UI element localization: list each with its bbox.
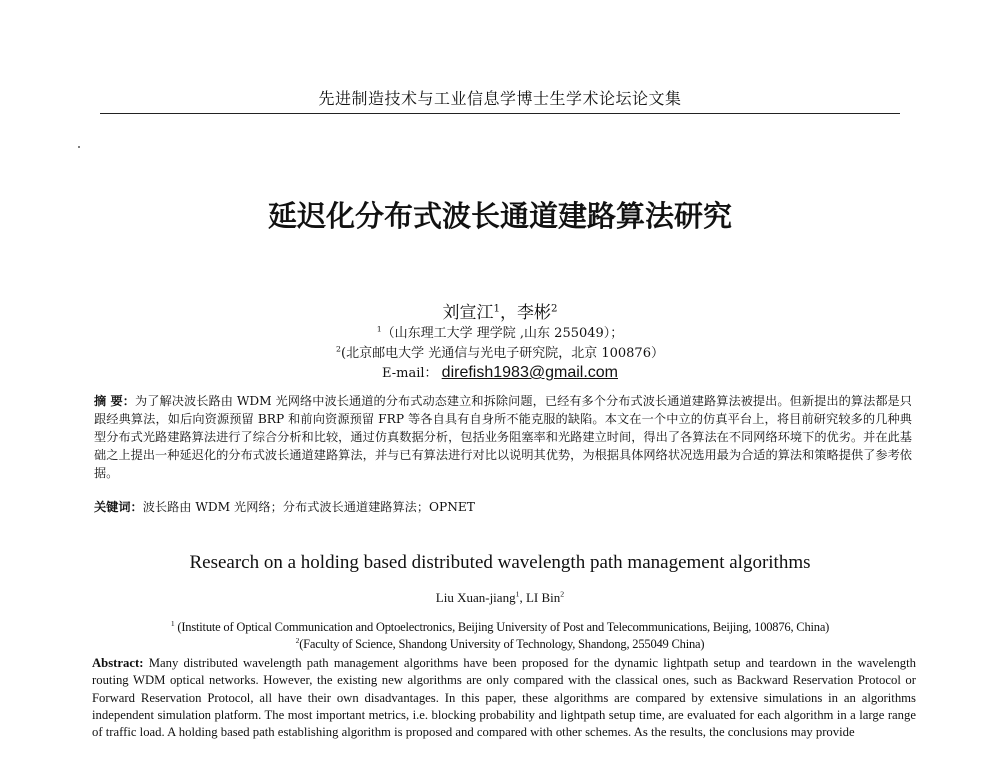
author-li-cn: 李彬 <box>517 303 551 323</box>
author-separator-cn: ， <box>500 303 517 323</box>
author-liu-cn: 刘宣江 <box>442 303 494 323</box>
keywords-chinese <box>94 498 912 516</box>
authors-chinese <box>100 298 900 323</box>
abstract-en-label: Abstract: <box>92 656 144 670</box>
header-rule <box>100 113 900 114</box>
author-separator-en: , <box>519 590 526 605</box>
affiliation-cn-1 <box>100 322 900 341</box>
author-li-en: LI Bin <box>525 590 561 605</box>
affiliation-cn-2-mark: 2 <box>336 344 341 354</box>
scan-speck <box>78 146 80 148</box>
keywords-cn-text: 波长路由 WDM 光网络；分布式波长通道建路算法；OPNET <box>142 500 475 514</box>
author-liu-cn-mark: 1 <box>493 303 500 315</box>
keywords-cn-label: 关键词： <box>94 500 143 514</box>
affiliation-cn-2-text: (北京邮电大学 光通信与光电子研究院，北京 100876） <box>341 346 664 361</box>
author-li-en-mark: 2 <box>560 589 565 599</box>
email-line <box>100 362 900 382</box>
abstract-cn-label: 摘 要： <box>94 394 136 408</box>
affiliation-cn-1-mark: 1 <box>376 324 382 334</box>
paper-title-chinese: 延迟化分布式波长通道建路算法研究 <box>267 199 732 233</box>
authors-english <box>100 590 900 606</box>
paper-title-english: Research on a holding based distributed wavelength path management algorithms <box>189 552 811 573</box>
affiliation-en-1-text: (Institute of Optical Communication and Optoelectronics, Beijing University of Post and Telecommunications, Beijing, 100876, China) <box>177 620 830 634</box>
abstract-chinese <box>94 392 912 482</box>
affiliation-cn-1-text: （山东理工大学 理学院 ,山东 255049）； <box>381 326 624 341</box>
running-header: 先进制造技术与工业信息学博士生学术论坛论文集 <box>318 89 682 108</box>
abstract-cn-text: 为了解决波长路由 WDM 光网络中波长通道的分布式动态建立和拆除问题，已经有多个分布式波长通道建路算法被提出。但新提出的算法都是只跟经典算法，如后向资源预留 BRP 和前向资源预留 FRP 等各自具有自身所不能克服的缺陷。本文在一个中立的仿真平台上，将目前研究较多的几种典型分布式光路建路算法进行了综合分析和比较，通过仿真数据分析，包括业务阻塞率和光路建立时间，得出了各算法在不同网络环境下的优劣。并在此基础之上提出一种延迟化的分布式波长通道建路算法，并与已有算法进行对比以说明其优势，为根据具体网络状况选用最为合适的算法和策略提供了参考依据。 <box>94 394 912 480</box>
author-liu-en-mark: 1 <box>515 589 520 599</box>
abstract-en-text: Many distributed wavelength path management algorithms have been proposed for the dynamic lightpath setup and teardown in the wavelength routing WDM optical networks. However, the existing new algorithms are only compared with the classical ones, such as Backward Reservation Protocol or Forward Reservation Protocol, all have their own disadvantages. In this paper, these algorithms are compared by extensive simulations in an algorithms independent simulation platform. The most important metrics, i.e. blocking probability and lightpath setup time, are evaluated for each algorithm in a large range of traffic load. A holding based path establishing algorithm is proposed and compared with other schemes. As the results, the conclusions may provide <box>92 656 916 740</box>
author-liu-en: Liu Xuan-jiang <box>435 590 516 605</box>
affiliation-cn-2 <box>100 342 900 361</box>
affiliation-en-2 <box>90 637 910 652</box>
affiliation-en-1-mark: 1 <box>170 618 175 628</box>
affiliation-en-2-text: (Faculty of Science, Shandong University of Technology, Shandong, 255049 China) <box>299 637 705 651</box>
email-link[interactable]: direfish1983@gmail.com <box>441 364 618 381</box>
abstract-english <box>92 655 916 741</box>
email-label: E-mail： <box>382 366 438 381</box>
affiliation-en-2-mark: 2 <box>295 635 300 645</box>
author-li-cn-mark: 2 <box>551 303 558 315</box>
affiliation-en-1 <box>90 620 910 635</box>
